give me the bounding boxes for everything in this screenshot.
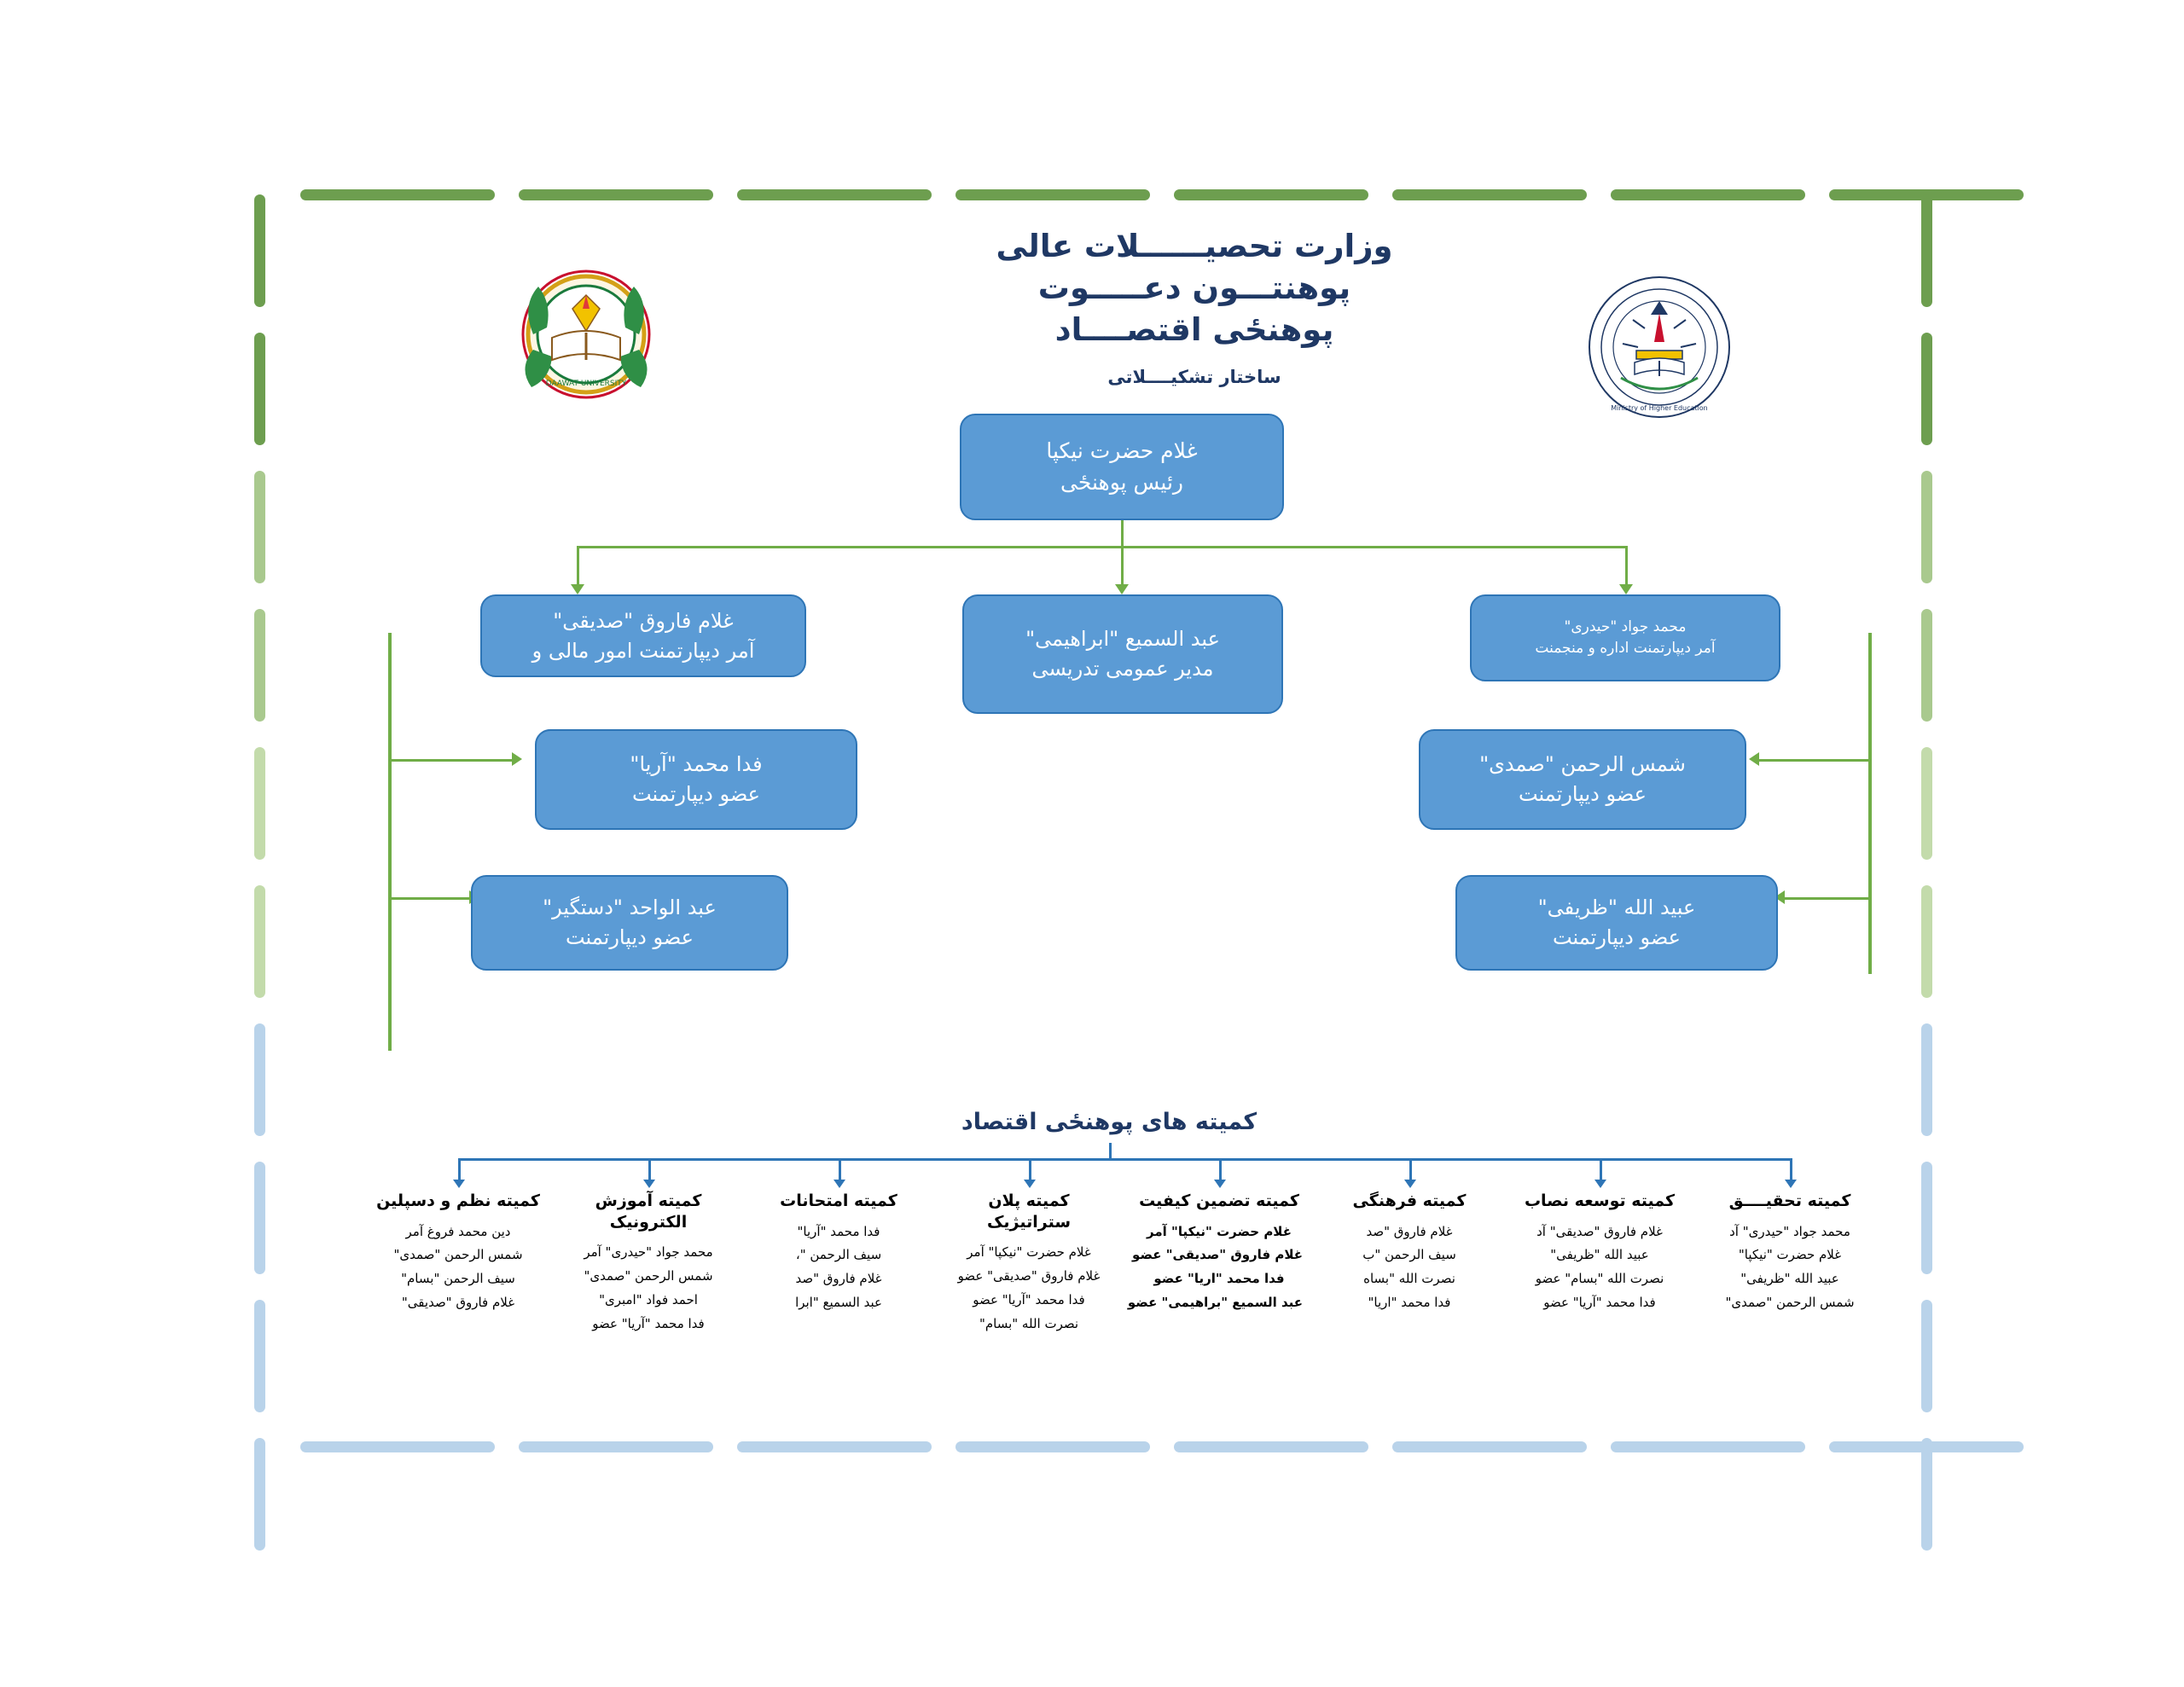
- committee-drop-5: [1029, 1158, 1031, 1182]
- arrow-level2-left: [571, 584, 584, 594]
- frame-dash-right-10: [1921, 1438, 1932, 1551]
- committee-curriculum-development-title: کميته توسعه نصاب: [1524, 1191, 1676, 1210]
- committee-strategic-plan-member-1: غلام حضرت "نيکپا" آمر: [967, 1244, 1091, 1261]
- committee-arrow-6: [834, 1180, 845, 1188]
- node-member-obaidullah-line-2: عضو ديپارتمنت: [1552, 925, 1682, 949]
- committee-drop-7: [648, 1158, 651, 1182]
- node-finance-department-head-line-2: آمر ديپارتمنت امور مالی و: [531, 638, 755, 663]
- frame-dash-left-9: [254, 1300, 265, 1412]
- committee-cultural-title: کميته فرهنگی: [1352, 1191, 1467, 1210]
- connector-level2-left: [577, 546, 579, 588]
- frame-dash-left-7: [254, 1023, 265, 1136]
- committee-arrow-8: [453, 1180, 465, 1188]
- connector-right-bracket: [1868, 633, 1872, 974]
- frame-dash-right-2: [1921, 333, 1932, 445]
- page-title-line-3: پوهنځی اقتصــــاد: [1054, 310, 1334, 348]
- committee-cultural-member-1: غلام فاروق "صد: [1366, 1223, 1453, 1239]
- frame-dash-right-5: [1921, 747, 1932, 860]
- committee-examinations[interactable]: [755, 1191, 922, 1315]
- committee-examinations-title: کميته امتحانات: [780, 1191, 897, 1210]
- node-general-teaching-director-line-2: مدير عمومی تدريسی: [1031, 657, 1214, 681]
- committee-cultural-member-3: نصرت الله "بساه: [1363, 1271, 1455, 1287]
- committee-research-title: کميته تحقيــــق: [1728, 1191, 1851, 1210]
- node-member-abdul-wahid[interactable]: [471, 875, 788, 971]
- node-member-fida-mohammad-line-1: فدا محمد "آريا": [630, 752, 763, 777]
- arrow-level2-right: [1619, 584, 1633, 594]
- frame-dash-right-6: [1921, 885, 1932, 998]
- frame-dash-left-2: [254, 333, 265, 445]
- committee-discipline-member-3: سيف الرحمن "بسام": [401, 1271, 515, 1287]
- frame-dash-bottom-7: [1611, 1441, 1805, 1452]
- page-title: [930, 226, 1459, 351]
- committee-quality-assurance[interactable]: [1127, 1191, 1303, 1315]
- committee-drop-3: [1409, 1158, 1412, 1182]
- frame-dash-right-1: [1921, 194, 1932, 307]
- frame-dash-right-7: [1921, 1023, 1932, 1136]
- committee-curriculum-development-member-3: نصرت الله "بسام" عضو: [1535, 1271, 1664, 1287]
- frame-dash-left-10: [254, 1438, 265, 1551]
- node-admin-management-head-line-1: محمد جواد "حيدری": [1564, 618, 1687, 636]
- committee-curriculum-development-member-1: غلام فاروق "صديقی" آد: [1536, 1223, 1663, 1239]
- committee-discipline-member-2: شمس الرحمن "صمدی": [393, 1247, 523, 1263]
- committee-e-learning-title: کميته آموزش الکترونيک: [595, 1191, 702, 1232]
- arrow-level2-center: [1115, 584, 1129, 594]
- page-title-line-1: وزارت تحصيــــــلات عالی: [996, 228, 1393, 264]
- committee-curriculum-development-member-2: عبيد الله "ظريفی": [1550, 1247, 1649, 1263]
- node-finance-department-head[interactable]: [480, 594, 806, 677]
- committee-discipline-member-1: دين محمد فروغ آمر: [405, 1223, 511, 1239]
- committee-examinations-member-3: غلام فاروق "صد: [795, 1271, 882, 1287]
- committee-cultural[interactable]: [1326, 1191, 1493, 1315]
- committee-research-member-2: غلام حضرت "نيکپا": [1738, 1247, 1842, 1263]
- frame-dash-bottom-6: [1392, 1441, 1587, 1452]
- frame-dash-top-7: [1611, 189, 1805, 200]
- committee-research-member-4: شمس الرحمن "صمدی": [1725, 1294, 1855, 1310]
- daawat-university-emblem: [499, 256, 674, 414]
- arrow-right-member-1: [1749, 752, 1759, 766]
- page-title-line-2: پوهنتـــون دعـــــوت: [1037, 269, 1351, 306]
- frame-dash-right-4: [1921, 609, 1932, 722]
- node-member-shams-ur-rahman-line-2: عضو ديپارتمنت: [1518, 782, 1647, 806]
- committee-arrow-4: [1214, 1180, 1226, 1188]
- connector-left-to-member-2: [388, 897, 473, 900]
- node-member-fida-mohammad[interactable]: [535, 729, 857, 830]
- connector-level2-center: [1121, 546, 1124, 588]
- committee-discipline-member-4: غلام فاروق "صديقی": [401, 1294, 515, 1310]
- frame-dash-bottom-4: [956, 1441, 1150, 1452]
- committee-curriculum-development-member-4: فدا محمد "آريا" عضو: [1543, 1294, 1656, 1310]
- connector-left-to-member-1: [388, 759, 516, 762]
- committee-quality-assurance-title: کميته تضمين کيفيت: [1139, 1191, 1299, 1210]
- committees-title: کميته های پوهنځی اقتصاد: [961, 1109, 1258, 1135]
- committee-strategic-plan-title: کميته پلان ستراتيژيک: [986, 1191, 1072, 1232]
- node-member-fida-mohammad-line-2: عضو ديپارتمنت: [631, 782, 761, 806]
- committee-quality-assurance-member-2: غلام فاروق "صديقی" عضو: [1132, 1247, 1303, 1263]
- committees-stem: [1109, 1143, 1112, 1158]
- committee-quality-assurance-member-4: عبد السميع "براهيمی" عضو: [1127, 1294, 1303, 1310]
- node-member-obaidullah[interactable]: [1455, 875, 1778, 971]
- node-admin-management-head[interactable]: [1470, 594, 1780, 681]
- frame-dash-top-3: [737, 189, 932, 200]
- committee-arrow-2: [1594, 1180, 1606, 1188]
- committee-arrow-7: [643, 1180, 655, 1188]
- frame-dash-right-3: [1921, 471, 1932, 583]
- node-member-abdul-wahid-line-1: عبد الواحد "دستگير": [543, 896, 717, 920]
- committee-arrow-3: [1404, 1180, 1416, 1188]
- frame-dash-right-9: [1921, 1300, 1932, 1412]
- frame-dash-bottom-3: [737, 1441, 932, 1452]
- committee-quality-assurance-member-3: فدا محمد "اريا" عضو: [1153, 1271, 1285, 1287]
- node-admin-management-head-line-2: آمر ديپارتمنت اداره و منجمنت: [1535, 640, 1716, 657]
- frame-dash-left-3: [254, 471, 265, 583]
- frame-dash-left-1: [254, 194, 265, 307]
- committee-cultural-member-4: فدا محمد "اريا": [1368, 1294, 1451, 1310]
- svg-text:Ministry of Higher Education: Ministry of Higher Education: [1611, 404, 1708, 412]
- committee-discipline-title: کميته نظم و دسپلين: [376, 1191, 540, 1210]
- node-dean-line-1: غلام حضرت نيکپا: [1046, 438, 1198, 464]
- frame-dash-bottom-5: [1174, 1441, 1368, 1452]
- connector-right-to-member-1: [1757, 759, 1872, 762]
- committee-drop-8: [458, 1158, 461, 1182]
- ministry-of-higher-education-emblem: [1570, 269, 1749, 426]
- frame-dash-top-5: [1174, 189, 1368, 200]
- node-dean[interactable]: [960, 414, 1284, 520]
- committee-e-learning-member-3: احمد فواد "امبری": [599, 1291, 698, 1307]
- node-general-teaching-director-line-1: عبد السميع "ابراهيمی": [1025, 627, 1220, 652]
- committee-research-member-1: محمد جواد "حيدری" آد: [1729, 1223, 1850, 1239]
- node-member-abdul-wahid-line-2: عضو ديپارتمنت: [565, 925, 694, 949]
- committee-drop-2: [1600, 1158, 1602, 1182]
- committee-examinations-member-4: عبد السميع "ابرا: [795, 1294, 882, 1310]
- frame-dash-bottom-2: [519, 1441, 713, 1452]
- committee-arrow-1: [1785, 1180, 1797, 1188]
- frame-dash-bottom-1: [300, 1441, 495, 1452]
- committee-discipline[interactable]: [375, 1191, 542, 1315]
- connector-level2-right: [1625, 546, 1628, 588]
- node-finance-department-head-line-1: غلام فاروق "صديقی": [553, 608, 734, 633]
- committees-bus: [458, 1158, 1791, 1161]
- arrow-left-member-1: [512, 752, 522, 766]
- committee-examinations-member-2: سيف الرحمن "،: [795, 1247, 882, 1263]
- committee-e-learning-member-2: شمس الرحمن "صمدی": [584, 1268, 713, 1284]
- frame-dash-top-2: [519, 189, 713, 200]
- committee-strategic-plan-member-2: غلام فاروق "صديقی" عضو: [957, 1268, 1101, 1284]
- frame-dash-top-6: [1392, 189, 1587, 200]
- committee-strategic-plan-member-3: فدا محمد "آريا" عضو: [973, 1291, 1085, 1307]
- committee-examinations-member-1: فدا محمد "آريا": [797, 1223, 880, 1239]
- frame-dash-left-5: [254, 747, 265, 860]
- frame-dash-bottom-8: [1829, 1441, 2024, 1452]
- frame-dash-top-4: [956, 189, 1150, 200]
- connector-right-to-member-2: [1783, 897, 1872, 900]
- connector-root-stem: [1121, 520, 1124, 546]
- committee-research[interactable]: [1706, 1191, 1873, 1315]
- frame-dash-left-6: [254, 885, 265, 998]
- frame-dash-top-1: [300, 189, 495, 200]
- connector-level2-bus: [577, 546, 1626, 548]
- committee-arrow-5: [1024, 1180, 1036, 1188]
- frame-dash-right-8: [1921, 1162, 1932, 1274]
- node-general-teaching-director[interactable]: [962, 594, 1283, 714]
- node-member-obaidullah-line-1: عبيد الله "ظريفی": [1537, 896, 1696, 920]
- committee-drop-1: [1790, 1158, 1792, 1182]
- committee-e-learning[interactable]: [565, 1191, 732, 1336]
- committee-cultural-member-2: سيف الرحمن "ب: [1362, 1247, 1456, 1263]
- committee-strategic-plan-member-4: نصرت الله "بسام": [979, 1315, 1079, 1331]
- connector-left-bracket: [388, 633, 392, 1051]
- node-member-shams-ur-rahman[interactable]: [1419, 729, 1746, 830]
- svg-text:DAAWAT UNIVERSITY: DAAWAT UNIVERSITY: [545, 380, 627, 388]
- committee-drop-4: [1219, 1158, 1222, 1182]
- committee-curriculum-development[interactable]: [1516, 1191, 1683, 1315]
- committee-quality-assurance-member-1: غلام حضرت "نيکپا" آمر: [1147, 1223, 1292, 1239]
- committee-e-learning-member-1: محمد جواد "حيدری" آمر: [584, 1244, 713, 1261]
- committee-drop-6: [839, 1158, 841, 1182]
- frame-dash-left-8: [254, 1162, 265, 1274]
- page-subtitle: ساختار تشکيــــلاتی: [1107, 367, 1281, 387]
- frame-dash-left-4: [254, 609, 265, 722]
- committee-research-member-3: عبيد الله "ظريفی": [1740, 1271, 1839, 1287]
- node-member-shams-ur-rahman-line-1: شمس الرحمن "صمدی": [1479, 752, 1686, 777]
- committee-strategic-plan[interactable]: [945, 1191, 1112, 1336]
- committee-e-learning-member-4: فدا محمد "آريا" عضو: [592, 1315, 705, 1331]
- node-dean-line-2: رئيس پوهنځی: [1060, 469, 1183, 495]
